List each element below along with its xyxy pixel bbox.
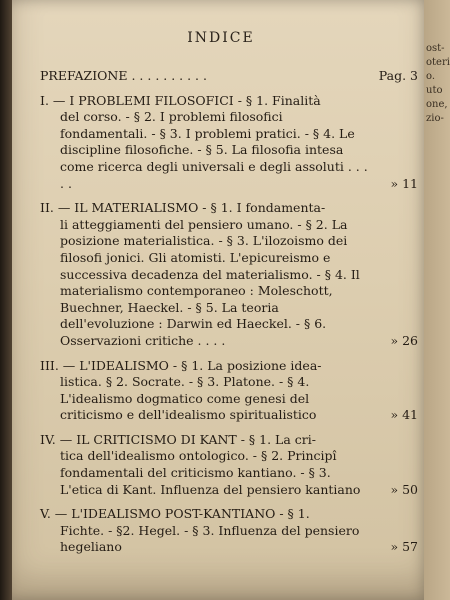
toc-entry-summary: del corso. - § 2. I problemi filosofici fondamentali. - § 3. I problemi pratici. - § 4. Le discipline filosofiche. - § 5. La filosofia intesa come ricerca degli universali e degli assoluti . . . . . (60, 109, 368, 191)
adjacent-page-text: uto (426, 85, 443, 96)
adjacent-page-text: oteri (426, 57, 450, 68)
toc-entry-label: IV. — IL CRITICISMO DI KANT - § 1. La cri- (40, 431, 316, 447)
toc-entry-page: » 26 (390, 332, 418, 348)
toc-entry-summary: li atteggiamenti del pensiero umano. - § 2. La posizione materialistica. - § 3. L'ilozoismo dei filosofi jonici. Gli atomisti. L'epicureismo e successiva decadenza del materialismo. - § 4. Il materialismo contemporaneo : Moleschott, Buechner, Haeckel. - § 5. La teoria dell'evoluzione : Darwin ed Haeckel. - § 6. Osservazioni critiche . . . . (60, 216, 360, 348)
toc-entry-label: I. — I PROBLEMI FILOSOFICI - § 1. Finalità (40, 92, 321, 108)
adjacent-page-text: ost- (426, 43, 445, 54)
book-page (12, 0, 430, 600)
adjacent-page-text: one, (426, 99, 448, 110)
toc-entry-summary: Fichte. - §2. Hegel. - § 3. Influenza del pensiero hegeliano (60, 522, 360, 555)
adjacent-page-edge (424, 0, 450, 600)
toc-entry-page: » 57 (390, 539, 418, 555)
toc-entry-summary: tica dell'idealismo ontologico. - § 2. Principî fondamentali del criticismo kantiano. - § 3. L'etica di Kant. Influenza del pensiero kantiano (60, 448, 361, 497)
toc-entry-chapter-5 (40, 506, 420, 556)
adjacent-page-text: o. (426, 71, 436, 82)
toc-entry-label: PREFAZIONE . . . . . . . . . . (40, 68, 207, 83)
toc-entry-chapter-4 (40, 432, 420, 498)
toc-entry-chapter-2 (40, 200, 420, 349)
toc-entry-page: Pag. 3 (378, 68, 418, 83)
toc-entry-label: II. — IL MATERIALISMO - § 1. I fondamenta- (40, 200, 326, 216)
toc-entry-chapter-3 (40, 358, 420, 424)
toc-entry-page: » 41 (390, 407, 418, 423)
toc-entry-summary: listica. § 2. Socrate. - § 3. Platone. - § 4. L'idealismo dogmatico come genesi del criticismo e dell'idealismo spiritualistico (60, 374, 317, 423)
toc-entry-page: » 50 (390, 481, 418, 497)
adjacent-page-text: zio- (426, 113, 444, 124)
toc-entry-page: » 11 (390, 175, 418, 191)
table-of-contents (40, 68, 420, 564)
toc-entry-chapter-1 (40, 93, 420, 193)
toc-entry-prefazione (40, 68, 420, 85)
toc-entry-label: V. — L'IDEALISMO POST-KANTIANO - § 1. (40, 506, 310, 522)
toc-entry-label: III. — L'IDEALISMO - § 1. La posizione idea- (40, 357, 322, 373)
page-title: INDICE (187, 30, 255, 46)
